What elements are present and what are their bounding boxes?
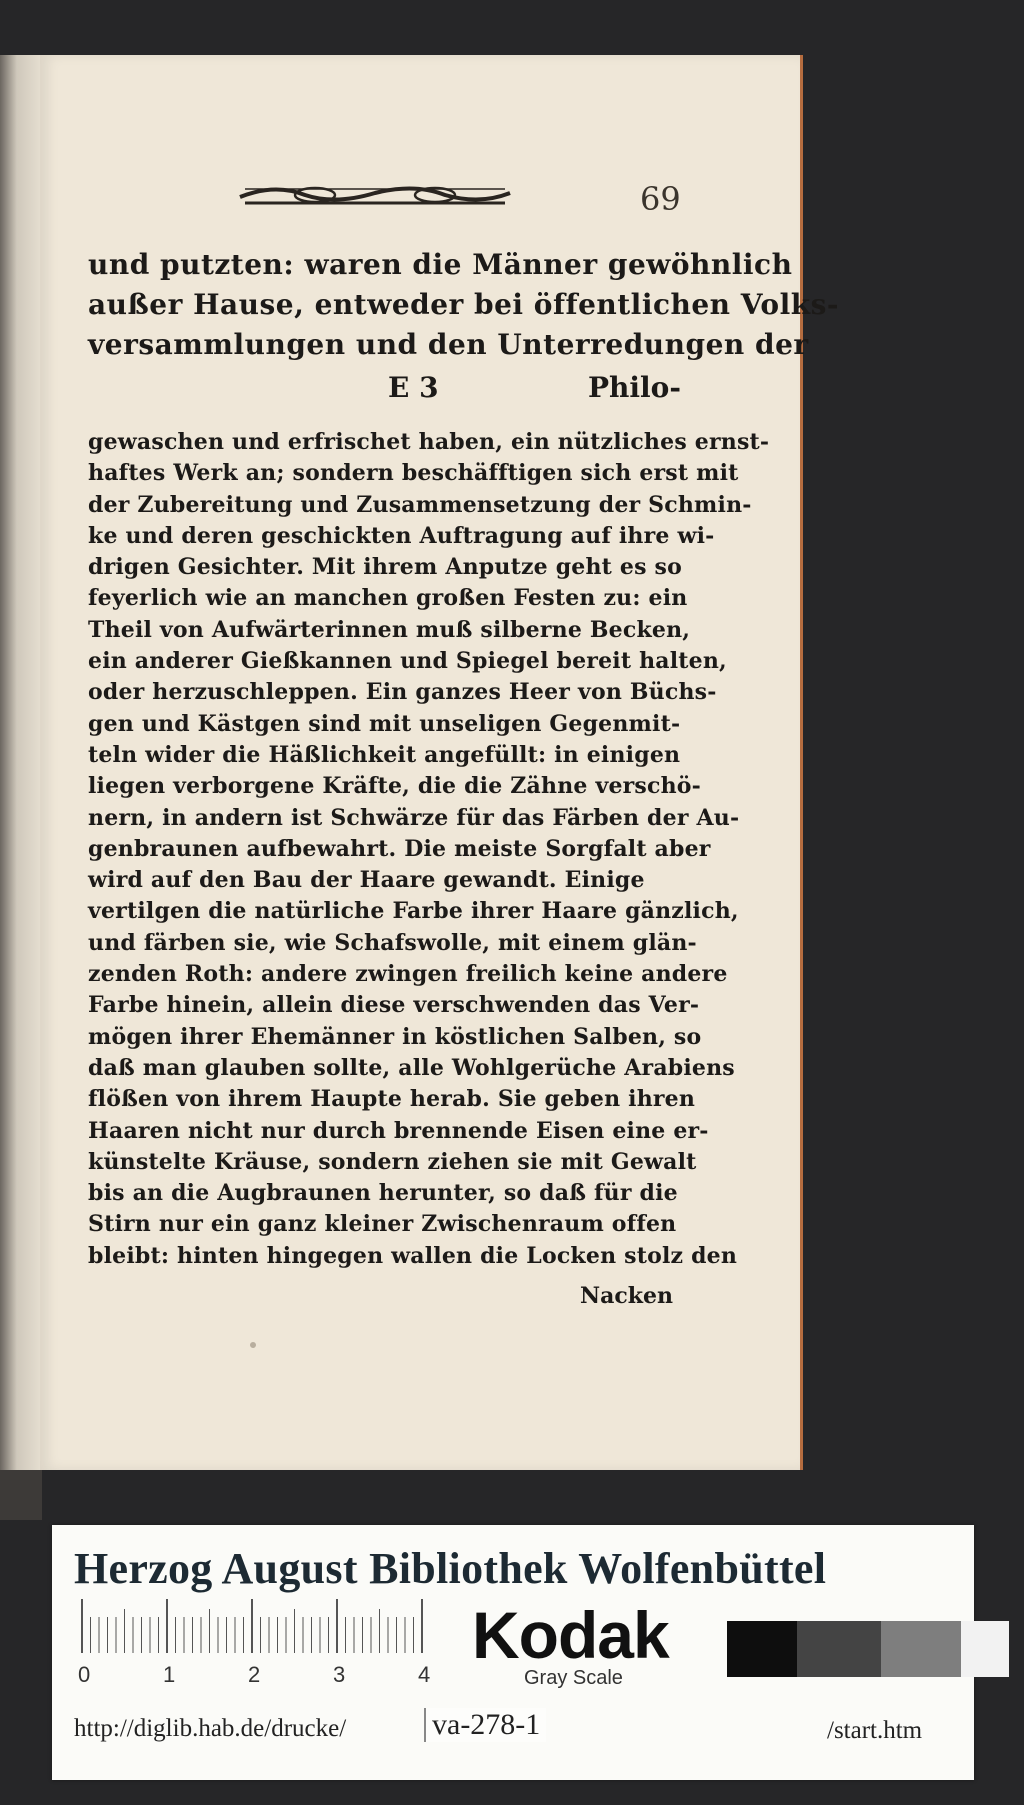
scale-ruler — [72, 1595, 442, 1657]
gray-scale-label: Gray Scale — [524, 1667, 623, 1689]
ruler-label: 4 — [418, 1662, 431, 1687]
shelfmark: va-278-1 — [424, 1708, 546, 1742]
text-line: vertilgen die natürliche Farbe ihrer Haare gänzlich, — [88, 898, 739, 925]
library-name: Herzog August Bibliothek Wolfenbüttel — [74, 1544, 827, 1593]
text-line: Stirn nur ein ganz kleiner Zwischenraum offen — [88, 1211, 677, 1238]
text-line: Farbe hinein, allein diese verschwenden das Ver- — [88, 992, 700, 1019]
gray-swatch — [881, 1621, 961, 1677]
url-suffix: /start.htm — [827, 1717, 923, 1744]
header-ornament — [235, 175, 515, 215]
text-line: künstelte Kräuse, sondern ziehen sie mit Gewalt — [88, 1148, 697, 1175]
text-line: liegen verborgene Kräfte, die die Zähne verschö- — [88, 773, 702, 800]
url-base: http://diglib.hab.de/drucke/ — [74, 1715, 347, 1742]
text-line: gewaschen und erfrischet haben, ein nützliches ernst- — [88, 429, 770, 455]
text-line: flößen von ihrem Haupte herab. Sie geben ihren — [88, 1086, 696, 1113]
library-color-card — [52, 1525, 974, 1780]
kodak-logo: Kodak — [472, 1598, 669, 1672]
text-line: außer Hause, entweder bei öffentlichen Volks- — [88, 288, 840, 321]
text-line: bleibt: hinten hingegen wallen die Locken stolz den — [88, 1242, 738, 1269]
ruler-label: 0 — [78, 1662, 91, 1687]
text-line: zenden Roth: andere zwingen freilich keine andere — [88, 961, 728, 988]
gray-swatch — [797, 1621, 881, 1677]
text-line: der Zubereitung und Zusammensetzung der Schmin- — [88, 491, 752, 518]
text-line: ein anderer Gießkannen und Spiegel bereit halten, — [88, 648, 727, 675]
text-line: nern, in andern ist Schwärze für das Färben der Au- — [88, 804, 740, 831]
paper-speck — [250, 1342, 256, 1348]
text-line: ke und deren geschickten Auftragung auf ihre wi- — [88, 522, 715, 549]
left-binding — [0, 1470, 42, 1520]
text-line: daß man glauben sollte, alle Wohlgerüche Arabiens — [88, 1054, 735, 1081]
text-line: gen und Kästgen sind mit unseligen Gegenmit- — [88, 710, 681, 737]
ruler-label: 1 — [163, 1662, 176, 1687]
catchword-bottom: Nacken — [580, 1283, 673, 1309]
text-line: oder herzuschleppen. Ein ganzes Heer von Büchs- — [88, 679, 717, 706]
text-line: bis an die Augbraunen herunter, so daß für die — [88, 1180, 678, 1207]
text-line: Theil von Aufwärterinnen muß silberne Becken, — [88, 616, 691, 643]
text-line: haftes Werk an; sondern beschäfftigen sich erst mit — [88, 460, 739, 487]
text-line: teln wider die Häßlichkeit angefüllt: in einigen — [88, 741, 681, 768]
text-line: und färben sie, wie Schafswolle, mit einem glän- — [88, 929, 697, 956]
gray-swatch — [961, 1621, 1009, 1677]
body-text-block — [88, 427, 770, 1272]
text-line: genbraunen aufbewahrt. Die meiste Sorgfalt aber — [88, 835, 711, 862]
left-page-edge — [0, 55, 42, 1475]
text-line: und putzten: waren die Männer gewöhnlich — [88, 248, 793, 281]
text-line: Haaren nicht nur durch brennende Eisen eine er- — [88, 1117, 709, 1144]
book-page — [40, 55, 840, 1470]
text-line: mögen ihrer Ehemänner in köstlichen Salben, so — [88, 1023, 702, 1050]
page-number: 69 — [640, 180, 681, 218]
ruler-label: 2 — [248, 1662, 261, 1687]
top-text-block — [88, 245, 840, 365]
text-line: versammlungen und den Unterredungen der — [88, 328, 809, 361]
signature-mark: E 3 — [388, 371, 439, 404]
gray-swatch — [727, 1621, 797, 1677]
ruler-label: 3 — [333, 1662, 346, 1687]
signature-row — [88, 371, 688, 411]
text-line: wird auf den Bau der Haare gewandt. Einige — [88, 867, 645, 894]
text-line: drigen Gesichter. Mit ihrem Anputze geht es so — [88, 554, 682, 581]
catchword-top: Philo- — [588, 371, 681, 404]
ruler-labels — [62, 1662, 462, 1692]
text-line: feyerlich wie an manchen großen Festen zu: ein — [88, 585, 688, 612]
